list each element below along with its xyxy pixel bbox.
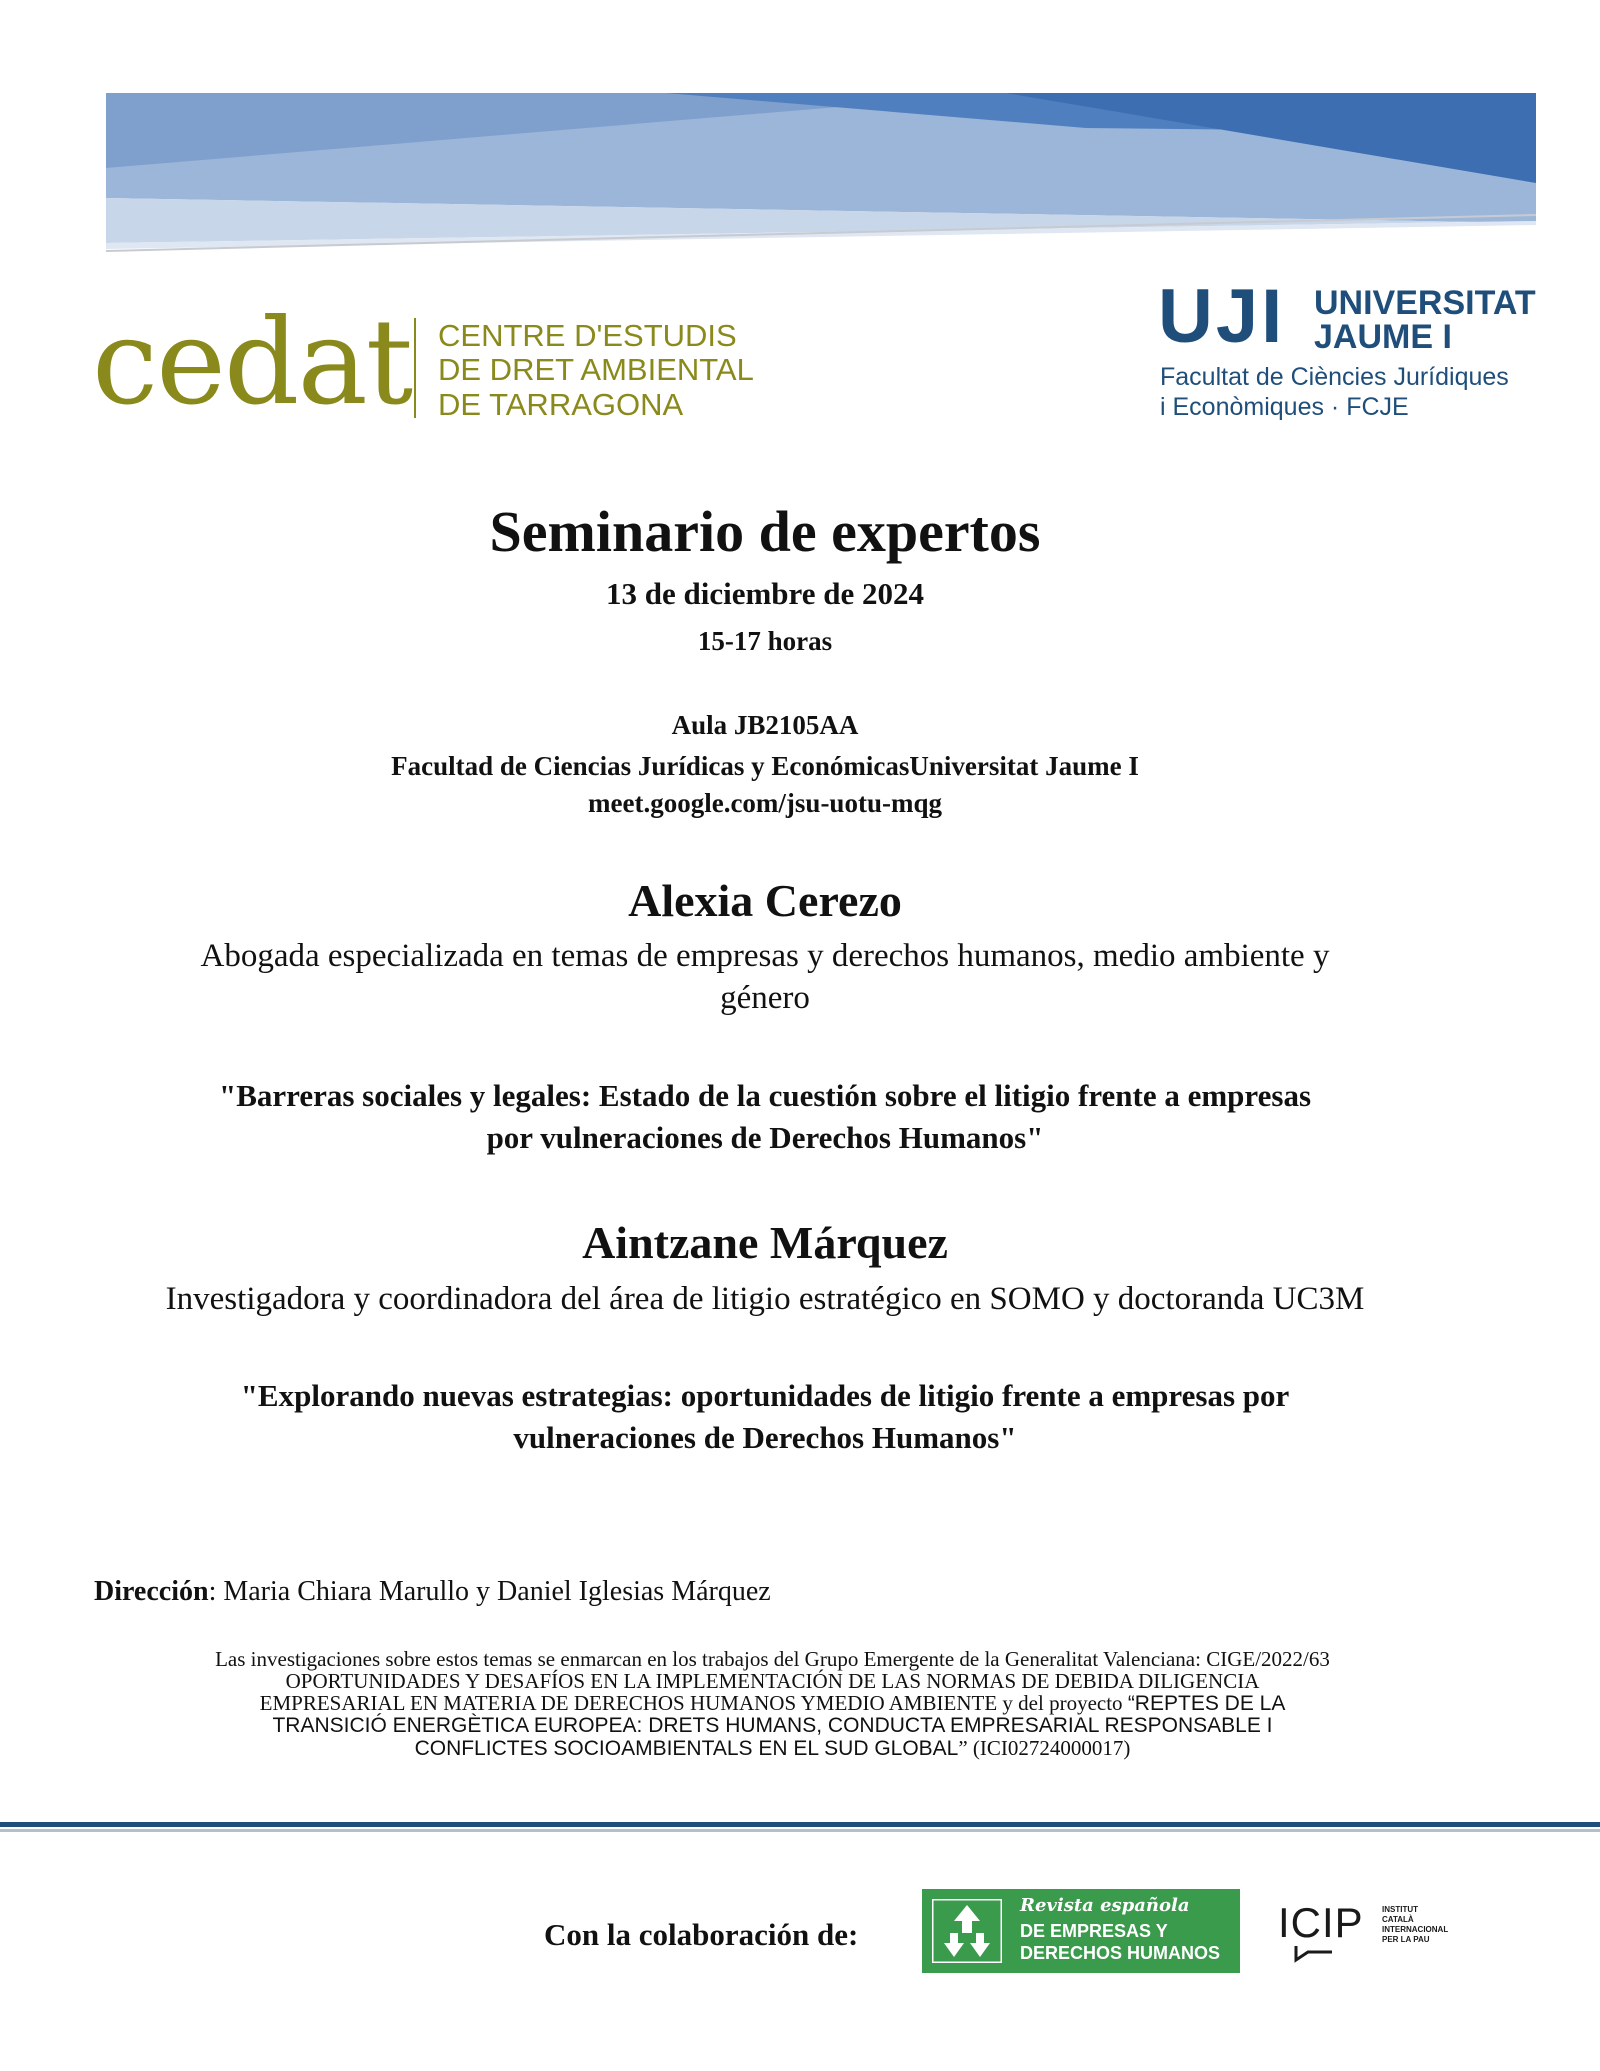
event-title: Seminario de expertos [489,499,1041,564]
speaker-1-role-line-1: Abogada especializada en temas de empresas y derechos humanos, medio ambiente y [200,938,1330,974]
direction-line [94,1574,1394,1610]
speaker-1-role-line-2: género [720,980,810,1016]
funding-note-line-3a: EMPRESARIAL EN MATERIA DE DERECHOS HUMANOS YMEDIO AMBIENTE y del proyecto [259,1691,1128,1715]
cedat-logo-wordmark: cedat [92,293,412,431]
revista-logo [922,1889,1240,1973]
icip-logo-line-4: PER LA PAU [1382,1935,1430,1944]
funding-note-line-5a: CONFLICTES SOCIOAMBIENTALS EN EL SUD GLOBAL [414,1737,959,1760]
speaker-1-talk-line-1: "Barreras sociales y legales: Estado de la cuestión sobre el litigio frente a empresas [218,1078,1312,1113]
uji-logo-name-line-2: JAUME I [1314,318,1452,356]
icip-logo-wordmark: ICIP [1278,1899,1364,1946]
speaker-1-talk-line-2: por vulneraciones de Derechos Humanos" [486,1120,1044,1155]
funding-note-line-5b: ” (ICI02724000017) [958,1736,1131,1760]
header-banner [106,93,1536,253]
funding-note-line-1: Las investigaciones sobre estos temas se enmarcan en los trabajos del Grupo Emergente de la Generalitat Valenciana: CIGE/2022/63 [215,1647,1330,1671]
revista-logo-line-1: Revista española [1020,1895,1190,1916]
cedat-logo-divider [414,318,416,418]
funding-note-line-5 [150,1737,1395,1760]
event-room: Aula JB2105AA [671,710,859,740]
uji-logo-name-line-1: UNIVERSITAT [1314,284,1536,322]
icip-logo-line-1: INSTITUT [1382,1905,1418,1914]
speaker-2-talk-line-2: vulneraciones de Derechos Humanos" [513,1420,1017,1455]
revista-logo-line-2: DE EMPRESAS Y [1020,1921,1168,1941]
cedat-logo-line-2: DE DRET AMBIENTAL [438,352,754,387]
cedat-logo-line-1: CENTRE D'ESTUDIS [438,318,737,353]
speaker-1-name: Alexia Cerezo [628,875,902,926]
funding-note-line-2: OPORTUNIDADES Y DESAFÍOS EN LA IMPLEMENTACIÓN DE LAS NORMAS DE DEBIDA DILIGENCIA [285,1669,1260,1693]
funding-note-line-4: TRANSICIÓ ENERGÈTICA EUROPEA: DRETS HUMANS, CONDUCTA EMPRESARIAL RESPONSABLE I [272,1714,1273,1737]
event-meet-link[interactable]: meet.google.com/jsu-uotu-mqg [588,788,942,818]
revista-arrows-icon [932,1899,1002,1963]
funding-note [150,1648,1395,1760]
footer-divider [0,1822,1600,1827]
direction-value: : Maria Chiara Marullo y Daniel Iglesias Márquez [208,1576,771,1607]
direction-label: Dirección [94,1576,209,1607]
icip-logo-speech-tail [1294,1944,1334,1964]
uji-logo-faculty-line-2: i Econòmiques · FCJE [1160,393,1409,421]
speaker-2-role-line-1: Investigadora y coordinadora del área de litigio estratégico en SOMO y doctoranda UC3M [165,1281,1365,1317]
footer-divider-shadow [0,1829,1600,1832]
icip-logo-line-3: INTERNACIONAL [1382,1925,1449,1934]
collaboration-label: Con la colaboración de: [544,1917,859,1952]
event-date: 13 de diciembre de 2024 [605,576,924,611]
speaker-2-talk-line-1: "Explorando nuevas estrategias: oportunidades de litigio frente a empresas por [240,1378,1290,1413]
funding-note-line-3b: “REPTES DE LA [1127,1692,1286,1715]
uji-logo-mark: UJI [1158,274,1286,359]
uji-logo-faculty-line-1: Facultat de Ciències Jurídiques [1160,363,1509,391]
event-faculty: Facultad de Ciencias Jurídicas y EconómicasUniversitat Jaume I [391,751,1139,781]
funding-note-line-3 [150,1692,1395,1715]
icip-logo-line-2: CATALÀ [1382,1915,1414,1924]
event-hours: 15-17 horas [697,626,833,656]
revista-logo-line-3: DERECHOS HUMANOS [1020,1943,1221,1963]
speaker-2-name: Aintzane Márquez [582,1217,948,1268]
cedat-logo-line-3: DE TARRAGONA [438,387,684,422]
